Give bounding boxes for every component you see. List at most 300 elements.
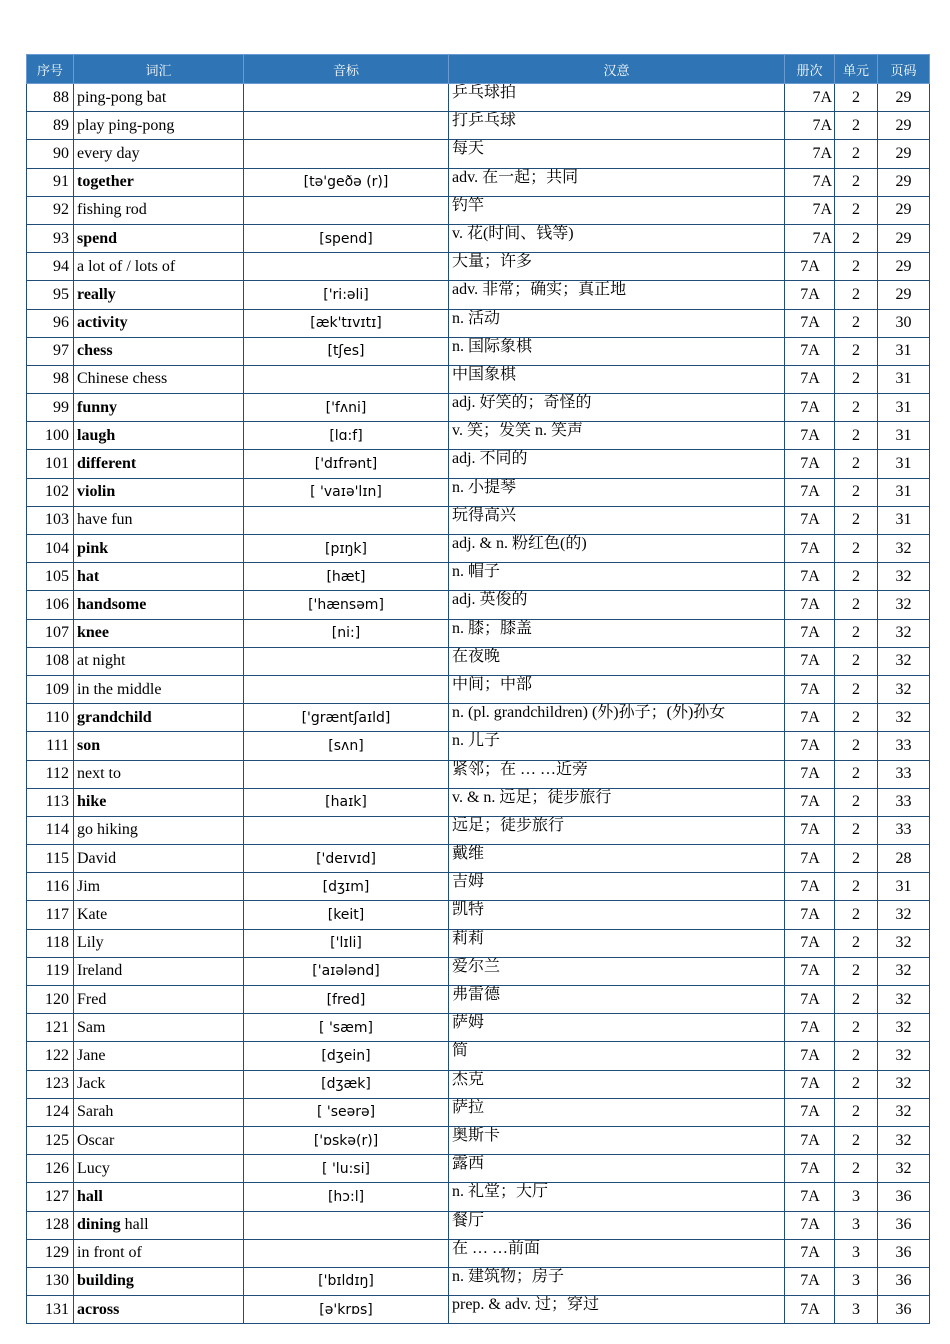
unit-cell: 2 — [835, 788, 878, 816]
page-cell: 29 — [878, 84, 930, 112]
unit-cell: 2 — [835, 140, 878, 168]
meaning-cell: 餐厅 — [449, 1211, 785, 1239]
word-cell: next to — [74, 760, 244, 788]
index-cell: 126 — [27, 1155, 74, 1183]
meaning-cell: n. 活动 — [449, 309, 785, 337]
unit-cell: 2 — [835, 112, 878, 140]
unit-cell: 2 — [835, 337, 878, 365]
meaning-cell: n. 小提琴 — [449, 478, 785, 506]
table-row — [27, 929, 930, 957]
word-cell: ping-pong bat — [74, 84, 244, 112]
word-cell: David — [74, 845, 244, 873]
table-row — [27, 309, 930, 337]
table-row — [27, 365, 930, 393]
word-cell: a lot of / lots of — [74, 253, 244, 281]
word-cell: violin — [74, 478, 244, 506]
table-row — [27, 1126, 930, 1154]
meaning-cell: 戴维 — [449, 845, 785, 873]
unit-cell: 2 — [835, 901, 878, 929]
word-cell: Jack — [74, 1070, 244, 1098]
word-cell: Sam — [74, 1014, 244, 1042]
phonetic-cell — [244, 112, 449, 140]
word-cell: have fun — [74, 506, 244, 534]
table-row — [27, 394, 930, 422]
word-cell: across — [74, 1296, 244, 1324]
unit-cell: 2 — [835, 281, 878, 309]
index-cell: 117 — [27, 901, 74, 929]
table-row — [27, 675, 930, 703]
book-cell: 7A — [785, 394, 835, 422]
table-row — [27, 168, 930, 196]
meaning-cell: n. 帽子 — [449, 563, 785, 591]
book-cell: 7A — [785, 1211, 835, 1239]
phonetic-cell: [dʒɪm] — [244, 873, 449, 901]
word-cell: spend — [74, 224, 244, 252]
meaning-cell: 中间；中部 — [449, 675, 785, 703]
book-cell: 7A — [785, 422, 835, 450]
book-cell: 7A — [785, 1267, 835, 1295]
index-cell: 94 — [27, 253, 74, 281]
table-row — [27, 535, 930, 563]
word-cell: hall — [74, 1183, 244, 1211]
page-cell: 33 — [878, 732, 930, 760]
page-cell: 30 — [878, 309, 930, 337]
meaning-cell: 简 — [449, 1042, 785, 1070]
word-cell: in the middle — [74, 675, 244, 703]
index-cell: 127 — [27, 1183, 74, 1211]
index-cell: 119 — [27, 957, 74, 985]
meaning-cell: prep. & adv. 过；穿过 — [449, 1296, 785, 1324]
table-row — [27, 732, 930, 760]
word-cell: grandchild — [74, 704, 244, 732]
phonetic-cell — [244, 506, 449, 534]
unit-cell: 2 — [835, 957, 878, 985]
phonetic-cell — [244, 1239, 449, 1267]
unit-cell: 2 — [835, 1070, 878, 1098]
book-cell: 7A — [785, 168, 835, 196]
phonetic-cell: [tʃes] — [244, 337, 449, 365]
vocabulary-table — [26, 54, 930, 1324]
header-index: 序号 — [27, 55, 74, 84]
book-cell: 7A — [785, 1239, 835, 1267]
phonetic-cell: ['hænsəm] — [244, 591, 449, 619]
book-cell: 7A — [785, 309, 835, 337]
word-cell: really — [74, 281, 244, 309]
meaning-cell: v. & n. 远足；徒步旅行 — [449, 788, 785, 816]
word-cell: Oscar — [74, 1126, 244, 1154]
word-cell: at night — [74, 647, 244, 675]
table-row — [27, 788, 930, 816]
meaning-cell: 杰克 — [449, 1070, 785, 1098]
book-cell: 7A — [785, 929, 835, 957]
meaning-cell: 中国象棋 — [449, 365, 785, 393]
table-row — [27, 986, 930, 1014]
unit-cell: 2 — [835, 450, 878, 478]
index-cell: 122 — [27, 1042, 74, 1070]
index-cell: 115 — [27, 845, 74, 873]
meaning-cell: n. 建筑物；房子 — [449, 1267, 785, 1295]
unit-cell: 3 — [835, 1239, 878, 1267]
word-cell: Lily — [74, 929, 244, 957]
unit-cell: 2 — [835, 506, 878, 534]
meaning-cell: 远足；徒步旅行 — [449, 816, 785, 844]
table-row — [27, 1014, 930, 1042]
unit-cell: 2 — [835, 647, 878, 675]
index-cell: 112 — [27, 760, 74, 788]
table-row — [27, 506, 930, 534]
meaning-cell: n. 儿子 — [449, 732, 785, 760]
header-book: 册次 — [785, 55, 835, 84]
book-cell: 7A — [785, 986, 835, 1014]
table-row — [27, 84, 930, 112]
phonetic-cell — [244, 1211, 449, 1239]
unit-cell: 2 — [835, 1098, 878, 1126]
page-cell: 29 — [878, 168, 930, 196]
word-cell: every day — [74, 140, 244, 168]
unit-cell: 2 — [835, 591, 878, 619]
table-row — [27, 1211, 930, 1239]
page-cell: 29 — [878, 112, 930, 140]
word-cell: handsome — [74, 591, 244, 619]
index-cell: 89 — [27, 112, 74, 140]
word-cell: laugh — [74, 422, 244, 450]
book-cell: 7A — [785, 816, 835, 844]
index-cell: 130 — [27, 1267, 74, 1295]
meaning-cell: 玩得高兴 — [449, 506, 785, 534]
meaning-cell: adv. 非常；确实；真正地 — [449, 281, 785, 309]
header-meaning: 汉意 — [449, 55, 785, 84]
meaning-cell: adj. 好笑的；奇怪的 — [449, 394, 785, 422]
index-cell: 98 — [27, 365, 74, 393]
page-cell: 33 — [878, 760, 930, 788]
book-cell: 7A — [785, 788, 835, 816]
table-row — [27, 140, 930, 168]
unit-cell: 2 — [835, 619, 878, 647]
header-page: 页码 — [878, 55, 930, 84]
word-cell: together — [74, 168, 244, 196]
index-cell: 103 — [27, 506, 74, 534]
meaning-cell: n. (pl. grandchildren) (外)孙子；(外)孙女 — [449, 704, 785, 732]
index-cell: 111 — [27, 732, 74, 760]
unit-cell: 2 — [835, 422, 878, 450]
page-cell: 32 — [878, 957, 930, 985]
phonetic-cell: [ni:] — [244, 619, 449, 647]
meaning-cell: n. 礼堂；大厅 — [449, 1183, 785, 1211]
book-cell: 7A — [785, 140, 835, 168]
page-cell: 32 — [878, 535, 930, 563]
index-cell: 113 — [27, 788, 74, 816]
index-cell: 92 — [27, 196, 74, 224]
page-cell: 33 — [878, 816, 930, 844]
table-row — [27, 112, 930, 140]
index-cell: 97 — [27, 337, 74, 365]
index-cell: 128 — [27, 1211, 74, 1239]
unit-cell: 3 — [835, 1183, 878, 1211]
index-cell: 131 — [27, 1296, 74, 1324]
book-cell: 7A — [785, 1155, 835, 1183]
unit-cell: 3 — [835, 1296, 878, 1324]
book-cell: 7A — [785, 619, 835, 647]
book-cell: 7A — [785, 901, 835, 929]
index-cell: 93 — [27, 224, 74, 252]
word-cell: play ping-pong — [74, 112, 244, 140]
unit-cell: 2 — [835, 760, 878, 788]
phonetic-cell — [244, 816, 449, 844]
word-cell: Ireland — [74, 957, 244, 985]
phonetic-cell: [lɑ:f] — [244, 422, 449, 450]
unit-cell: 2 — [835, 168, 878, 196]
index-cell: 102 — [27, 478, 74, 506]
phonetic-cell: ['aɪələnd] — [244, 957, 449, 985]
page-cell: 33 — [878, 788, 930, 816]
book-cell: 7A — [785, 760, 835, 788]
page-cell: 32 — [878, 1126, 930, 1154]
meaning-cell: 爱尔兰 — [449, 957, 785, 985]
unit-cell: 2 — [835, 535, 878, 563]
meaning-cell: 吉姆 — [449, 873, 785, 901]
word-cell: in front of — [74, 1239, 244, 1267]
page-cell: 32 — [878, 929, 930, 957]
book-cell: 7A — [785, 647, 835, 675]
index-cell: 123 — [27, 1070, 74, 1098]
header-phonetic: 音标 — [244, 55, 449, 84]
table-row — [27, 563, 930, 591]
meaning-cell: 乒乓球拍 — [449, 84, 785, 112]
table-row — [27, 816, 930, 844]
unit-cell: 2 — [835, 1155, 878, 1183]
phonetic-cell: ['deɪvɪd] — [244, 845, 449, 873]
table-row — [27, 1267, 930, 1295]
phonetic-cell: ['græntʃaɪld] — [244, 704, 449, 732]
unit-cell: 2 — [835, 1042, 878, 1070]
book-cell: 7A — [785, 84, 835, 112]
meaning-cell: v. 笑；发笑 n. 笑声 — [449, 422, 785, 450]
index-cell: 88 — [27, 84, 74, 112]
page-cell: 36 — [878, 1183, 930, 1211]
unit-cell: 2 — [835, 816, 878, 844]
unit-cell: 2 — [835, 224, 878, 252]
phonetic-cell: [hæt] — [244, 563, 449, 591]
book-cell: 7A — [785, 1126, 835, 1154]
unit-cell: 2 — [835, 873, 878, 901]
page-cell: 31 — [878, 422, 930, 450]
index-cell: 95 — [27, 281, 74, 309]
phonetic-cell: [æk'tɪvɪtɪ] — [244, 309, 449, 337]
unit-cell: 2 — [835, 394, 878, 422]
page-cell: 32 — [878, 1014, 930, 1042]
meaning-cell: 萨姆 — [449, 1014, 785, 1042]
unit-cell: 3 — [835, 1267, 878, 1295]
phonetic-cell: ['ɒskə(r)] — [244, 1126, 449, 1154]
book-cell: 7A — [785, 1183, 835, 1211]
word-cell: fishing rod — [74, 196, 244, 224]
page-cell: 32 — [878, 1042, 930, 1070]
phonetic-cell: [spend] — [244, 224, 449, 252]
book-cell: 7A — [785, 1070, 835, 1098]
table-row — [27, 845, 930, 873]
book-cell: 7A — [785, 873, 835, 901]
book-cell: 7A — [785, 196, 835, 224]
book-cell: 7A — [785, 535, 835, 563]
phonetic-cell — [244, 140, 449, 168]
unit-cell: 2 — [835, 929, 878, 957]
word-cell: go hiking — [74, 816, 244, 844]
page-cell: 29 — [878, 281, 930, 309]
header-unit: 单元 — [835, 55, 878, 84]
phonetic-cell: ['lɪli] — [244, 929, 449, 957]
book-cell: 7A — [785, 732, 835, 760]
word-cell: knee — [74, 619, 244, 647]
word-cell: Sarah — [74, 1098, 244, 1126]
book-cell: 7A — [785, 506, 835, 534]
page-cell: 32 — [878, 1070, 930, 1098]
word-cell: different — [74, 450, 244, 478]
page-cell: 32 — [878, 563, 930, 591]
page-cell: 29 — [878, 140, 930, 168]
word-cell: building — [74, 1267, 244, 1295]
index-cell: 108 — [27, 647, 74, 675]
word-cell: hat — [74, 563, 244, 591]
table-row — [27, 253, 930, 281]
phonetic-cell — [244, 365, 449, 393]
meaning-cell: 每天 — [449, 140, 785, 168]
page-cell: 32 — [878, 1098, 930, 1126]
phonetic-cell — [244, 760, 449, 788]
phonetic-cell: ['bɪldɪŋ] — [244, 1267, 449, 1295]
index-cell: 100 — [27, 422, 74, 450]
table-row — [27, 647, 930, 675]
table-row — [27, 224, 930, 252]
table-row — [27, 957, 930, 985]
table-row — [27, 281, 930, 309]
table-row — [27, 196, 930, 224]
book-cell: 7A — [785, 957, 835, 985]
page-cell: 32 — [878, 647, 930, 675]
book-cell: 7A — [785, 365, 835, 393]
meaning-cell: 大量；许多 — [449, 253, 785, 281]
index-cell: 96 — [27, 309, 74, 337]
phonetic-cell: [sʌn] — [244, 732, 449, 760]
unit-cell: 2 — [835, 478, 878, 506]
page-cell: 32 — [878, 704, 930, 732]
book-cell: 7A — [785, 281, 835, 309]
page-cell: 32 — [878, 1155, 930, 1183]
page-cell: 31 — [878, 394, 930, 422]
header-word: 词汇 — [74, 55, 244, 84]
phonetic-cell: [dʒein] — [244, 1042, 449, 1070]
table-body — [27, 84, 930, 1324]
page-cell: 31 — [878, 450, 930, 478]
phonetic-cell: ['fʌni] — [244, 394, 449, 422]
word-cell: pink — [74, 535, 244, 563]
book-cell: 7A — [785, 1098, 835, 1126]
phonetic-cell: [ 'seərə] — [244, 1098, 449, 1126]
unit-cell: 2 — [835, 309, 878, 337]
page-cell: 31 — [878, 506, 930, 534]
index-cell: 125 — [27, 1126, 74, 1154]
phonetic-cell: [ 'lu:si] — [244, 1155, 449, 1183]
word-cell: Jim — [74, 873, 244, 901]
book-cell: 7A — [785, 591, 835, 619]
phonetic-cell: [ 'vaɪə'lɪn] — [244, 478, 449, 506]
meaning-cell: 凯特 — [449, 901, 785, 929]
phonetic-cell — [244, 647, 449, 675]
index-cell: 91 — [27, 168, 74, 196]
unit-cell: 2 — [835, 704, 878, 732]
page-cell: 36 — [878, 1296, 930, 1324]
word-cell: Chinese chess — [74, 365, 244, 393]
page-cell: 29 — [878, 224, 930, 252]
meaning-cell: 莉莉 — [449, 929, 785, 957]
phonetic-cell: ['dɪfrənt] — [244, 450, 449, 478]
index-cell: 124 — [27, 1098, 74, 1126]
meaning-cell: n. 国际象棋 — [449, 337, 785, 365]
meaning-cell: adv. 在一起；共同 — [449, 168, 785, 196]
meaning-cell: adj. 不同的 — [449, 450, 785, 478]
unit-cell: 2 — [835, 732, 878, 760]
word-cell: Jane — [74, 1042, 244, 1070]
unit-cell: 2 — [835, 845, 878, 873]
meaning-cell: 在 … …前面 — [449, 1239, 785, 1267]
phonetic-cell: [ 'sæm] — [244, 1014, 449, 1042]
index-cell: 99 — [27, 394, 74, 422]
index-cell: 105 — [27, 563, 74, 591]
table-row — [27, 1155, 930, 1183]
index-cell: 121 — [27, 1014, 74, 1042]
table-row — [27, 1239, 930, 1267]
meaning-cell: 紧邻；在 … …近旁 — [449, 760, 785, 788]
book-cell: 7A — [785, 1014, 835, 1042]
book-cell: 7A — [785, 253, 835, 281]
page-cell: 28 — [878, 845, 930, 873]
word-cell — [74, 1211, 244, 1239]
unit-cell: 2 — [835, 84, 878, 112]
phonetic-cell — [244, 196, 449, 224]
index-cell: 109 — [27, 675, 74, 703]
book-cell: 7A — [785, 337, 835, 365]
table-row — [27, 901, 930, 929]
phonetic-cell — [244, 253, 449, 281]
page-cell: 32 — [878, 986, 930, 1014]
meaning-cell: 萨拉 — [449, 1098, 785, 1126]
table-row — [27, 873, 930, 901]
phonetic-cell: [ə'krɒs] — [244, 1296, 449, 1324]
page-cell: 32 — [878, 591, 930, 619]
index-cell: 110 — [27, 704, 74, 732]
index-cell: 90 — [27, 140, 74, 168]
unit-cell: 2 — [835, 675, 878, 703]
table-row — [27, 1183, 930, 1211]
book-cell: 7A — [785, 224, 835, 252]
word-cell: hike — [74, 788, 244, 816]
table-row — [27, 760, 930, 788]
meaning-cell: 露西 — [449, 1155, 785, 1183]
book-cell: 7A — [785, 112, 835, 140]
table-row — [27, 1042, 930, 1070]
header-row — [27, 55, 930, 84]
page-cell: 36 — [878, 1239, 930, 1267]
book-cell: 7A — [785, 675, 835, 703]
meaning-cell: 在夜晚 — [449, 647, 785, 675]
meaning-cell: 打乒乓球 — [449, 112, 785, 140]
phonetic-cell — [244, 84, 449, 112]
page-cell: 31 — [878, 873, 930, 901]
phonetic-cell: [haɪk] — [244, 788, 449, 816]
book-cell: 7A — [785, 478, 835, 506]
meaning-cell: 钓竿 — [449, 196, 785, 224]
table-row — [27, 704, 930, 732]
table-row — [27, 1070, 930, 1098]
